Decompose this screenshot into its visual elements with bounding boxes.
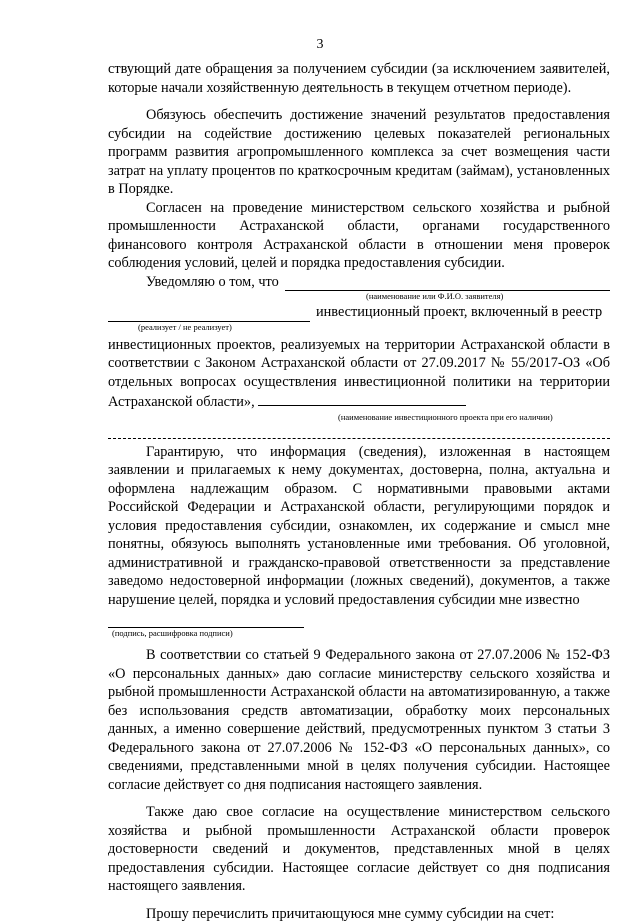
paragraph-verification-consent: Также даю свое согласие на осуществление министерством сельского хозяйства и рыбной промышленности Астраханской области проверок достоверности сведений и документов, представленных мной в целях предоставления субсидии. Настоящее согласие действует со дня подписания настоящего заявления. — [108, 803, 610, 896]
paragraph-account-request: Прошу перечислить причитающуюся мне сумму субсидии на счет: — [108, 905, 610, 923]
notify-line — [108, 273, 610, 292]
applicant-name-blank — [285, 276, 610, 291]
caption-project-name: (наименование инвестиционного проекта при его наличии) — [108, 412, 610, 422]
caption-applicant-name: (наименование или Ф.И.О. заявителя) — [108, 291, 610, 301]
signature-line — [108, 613, 610, 628]
paragraph-personal-data: В соответствии со статьей 9 Федерального закона от 27.07.2006 № 152-ФЗ «О персональных данных» даю согласие министерству сельского хозяйства и рыбной промышленности Астраханской области на автоматизированную, а также без использования средств автоматизации, обработку моих персональных данных, а именно совершение действий, предусмотренных пунктом 3 статьи 3 Федерального закона от 27.07.2006 № 152-ФЗ «О персональных данных», со сведениями, представленными мной в целях получения субсидии. Настоящее согласие действует со дня подписания настоящего заявления. — [108, 646, 610, 794]
implements-text: инвестиционный проект, включенный в реестр — [316, 303, 602, 322]
implements-blank — [108, 307, 310, 322]
paragraph-investment — [108, 336, 610, 412]
caption-implements: (реализует / не реализует) — [108, 322, 610, 332]
paragraph-continuation: ствующий дате обращения за получением субсидии (за исключением заявителей, которые начали хозяйственную деятельность в текущем отчетном периоде). — [108, 60, 610, 97]
project-name-continuation-line — [108, 428, 610, 439]
signature-blank — [108, 613, 304, 628]
project-name-blank — [258, 391, 466, 406]
implements-line — [108, 303, 610, 322]
document-body — [108, 60, 610, 923]
page-number: 3 — [0, 37, 640, 53]
paragraph-consent-inspection: Согласен на проведение министерством сельского хозяйства и рыбной промышленности Астраханской области, органами государственного финансового контроля Астраханской области в отношении меня проверок соблюдения условий, целей и порядка предоставления субсидии. — [108, 199, 610, 273]
investment-text: инвестиционных проектов, реализуемых на территории Астраханской области в соответствии с Законом Астраханской области от 27.09.2017 № 55/2017-ОЗ «Об отдельных вопросах осуществления инвестиционной политики на территории Астраханской области», — [108, 337, 610, 411]
paragraph-obligation: Обязуюсь обеспечить достижение значений результатов предоставления субсидии на содействие достижению целевых показателей региональных программ развития агропромышленного комплекса за счет возмещения части затрат на уплату процентов по краткосрочным кредитам (займам), установленных в Порядке. — [108, 106, 610, 199]
paragraph-guarantee: Гарантирую, что информация (сведения), изложенная в настоящем заявлении и прилагаемых к нему документах, достоверна, полна, актуальна и оформлена надлежащим образом. С нормативными правовыми актами Российской Федерации и Астраханской области, регулирующими порядок и условия предоставления субсидии, ознакомлен, их содержание и смысл мне понятны, обязуюсь выполнять установленные ими требования. Об уголовной, административной и гражданско-правовой ответственности за представление заведомо недостоверной информации (ложных сведений), документов, а также нарушение целей, порядка и условий предоставления субсидии мне известно — [108, 443, 610, 610]
notify-lead: Уведомляю о том, что — [146, 273, 279, 292]
caption-signature: (подпись, расшифровка подписи) — [108, 628, 610, 638]
